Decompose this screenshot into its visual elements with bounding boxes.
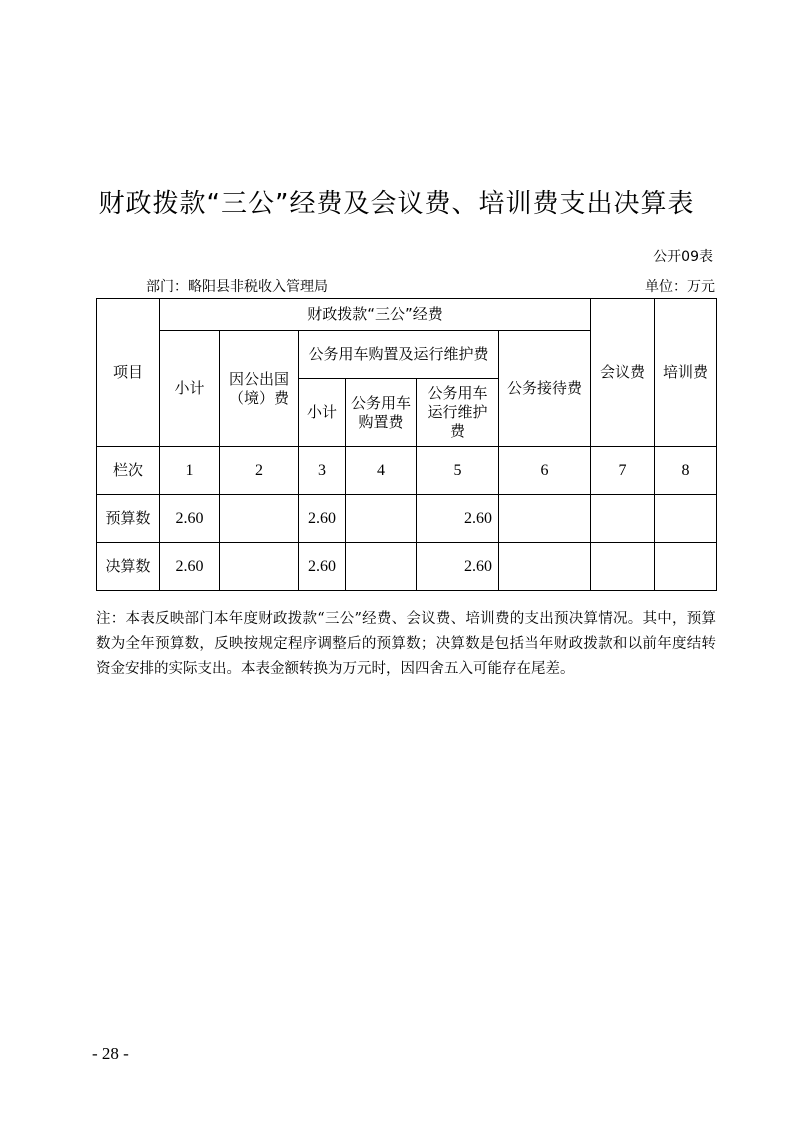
- table-row: [97, 495, 717, 543]
- unit-label: 单位：万元: [645, 279, 715, 295]
- table-cell: 5: [417, 447, 499, 495]
- table-cell: [655, 495, 717, 543]
- table-cell: 2.60: [299, 495, 346, 543]
- table-cell: 2.60: [417, 543, 499, 591]
- table-cell: [220, 543, 299, 591]
- table-cell: [655, 543, 717, 591]
- table-cell: [499, 495, 591, 543]
- row-label: 栏次: [97, 447, 160, 495]
- header-reception: 公务接待费: [499, 331, 591, 447]
- header-vehicle-subtotal: 小计: [299, 379, 346, 447]
- header-training: 培训费: [655, 299, 717, 447]
- table-cell: [346, 495, 417, 543]
- table-cell: [346, 543, 417, 591]
- table-cell: [591, 543, 655, 591]
- table-row: [97, 543, 717, 591]
- table-cell: 3: [299, 447, 346, 495]
- header-meeting: 会议费: [591, 299, 655, 447]
- header-vehicle-purchase: 公务用车购置费: [346, 379, 417, 447]
- table-cell: 2.60: [299, 543, 346, 591]
- row-label: 决算数: [97, 543, 160, 591]
- table-cell: 4: [346, 447, 417, 495]
- header-subtotal: 小计: [160, 331, 220, 447]
- table-cell: 2: [220, 447, 299, 495]
- expenditure-table: [96, 298, 717, 591]
- table-cell: [220, 495, 299, 543]
- table-note: 注：本表反映部门本年度财政拨款“三公”经费、会议费、培训费的支出预决算情况。其中，预算数为全年预算数，反映按规定程序调整后的预算数；决算数是包括当年财政拨款和以前年度结转资金安排的实际支出。本表金额转换为万元时，因四舍五入可能存在尾差。: [96, 611, 716, 677]
- header-item: 项目: [97, 299, 160, 447]
- page-number: - 28 -: [92, 1044, 129, 1063]
- header-overseas: 因公出国（境）费: [220, 331, 299, 447]
- form-code: 公开09表: [653, 249, 713, 265]
- table-cell: 2.60: [160, 495, 220, 543]
- page-title: 财政拨款“三公”经费及会议费、培训费支出决算表: [98, 189, 695, 219]
- row-label: 预算数: [97, 495, 160, 543]
- table-cell: 2.60: [160, 543, 220, 591]
- header-vehicle-operation: 公务用车运行维护费: [417, 379, 499, 447]
- table-cell: [499, 543, 591, 591]
- header-vehicle-group: 公务用车购置及运行维护费: [299, 331, 499, 379]
- department-label: 部门：略阳县非税收入管理局: [146, 279, 328, 295]
- table-cell: 7: [591, 447, 655, 495]
- table-cell: 2.60: [417, 495, 499, 543]
- table-cell: 1: [160, 447, 220, 495]
- table-cell: [591, 495, 655, 543]
- table-cell: 6: [499, 447, 591, 495]
- table-cell: 8: [655, 447, 717, 495]
- header-sangong-group: 财政拨款“三公”经费: [160, 299, 591, 331]
- table-row: [97, 447, 717, 495]
